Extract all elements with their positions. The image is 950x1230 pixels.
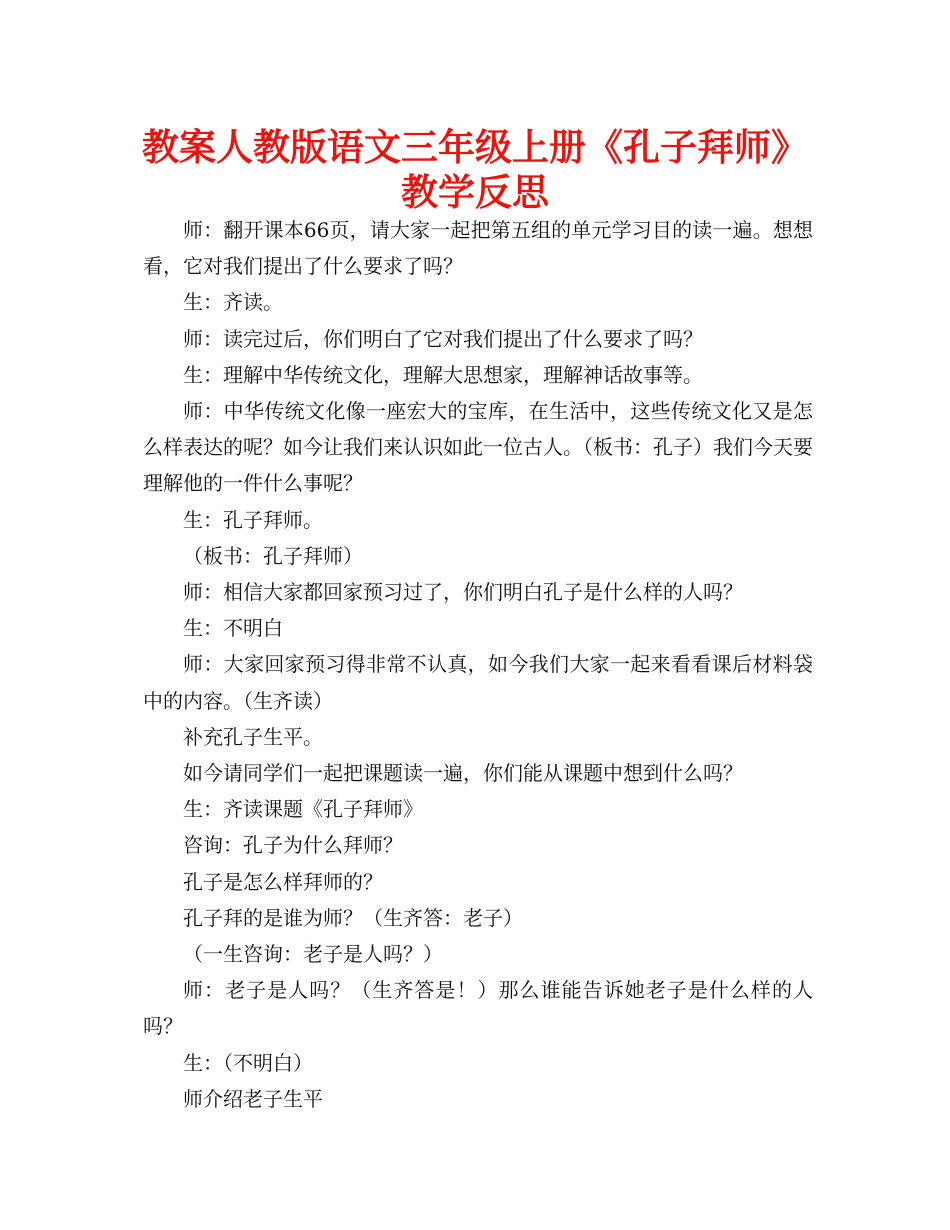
paragraph: 孔子拜的是谁为师？（生齐答：老子） — [183, 905, 523, 930]
paragraph: （板书：孔子拜师） — [183, 543, 363, 568]
paragraph: 生：不明白 — [183, 616, 283, 641]
paragraph: 生：孔子拜师。 — [183, 507, 323, 532]
paragraph: 生：理解中华传统文化，理解大思想家，理解神话故事等。 — [183, 362, 703, 387]
document-title-line-2: 教学反思 — [401, 171, 549, 214]
paragraph: 师：大家回家预习得非常不认真，如今我们大家一起来看看课后材料袋中的内容。（生齐读） — [143, 652, 813, 713]
paragraph: 师介绍老子生平 — [183, 1086, 323, 1111]
paragraph: 生：齐读。 — [183, 290, 283, 315]
paragraph: 师：中华传统文化像一座宏大的宝库，在生活中，这些传统文化又是怎么样表达的呢？如今让我们来认识如此一位古人。（板书：孔子）我们今天要理解他的一件什么事呢？ — [143, 399, 813, 496]
paragraph: 咨询：孔子为什么拜师？ — [183, 833, 403, 858]
paragraph: 孔子是怎么样拜师的？ — [183, 869, 383, 894]
document-title-line-1: 教案人教版语文三年级上册《孔子拜师》 — [142, 126, 808, 169]
paragraph: 师：翻开课本66页，请大家一起把第五组的单元学习目的读一遍。想想看，它对我们提出了什么要求了吗？ — [143, 218, 813, 279]
paragraph: 生：齐读课题《孔子拜师》 — [183, 797, 423, 822]
paragraph: （一生咨询：老子是人吗？） — [183, 942, 443, 967]
paragraph: 师：读完过后，你们明白了它对我们提出了什么要求了吗？ — [183, 326, 703, 351]
paragraph: 师：老子是人吗？（生齐答是！）那么谁能告诉她老子是什么样的人吗？ — [143, 978, 813, 1039]
paragraph: 师：相信大家都回家预习过了，你们明白孔子是什么样的人吗？ — [183, 580, 743, 605]
paragraph: 如今请同学们一起把课题读一遍，你们能从课题中想到什么吗？ — [183, 761, 743, 786]
paragraph: 生：（不明白） — [183, 1050, 313, 1075]
document-body — [143, 212, 813, 1117]
paragraph: 补充孔子生平。 — [183, 724, 323, 749]
